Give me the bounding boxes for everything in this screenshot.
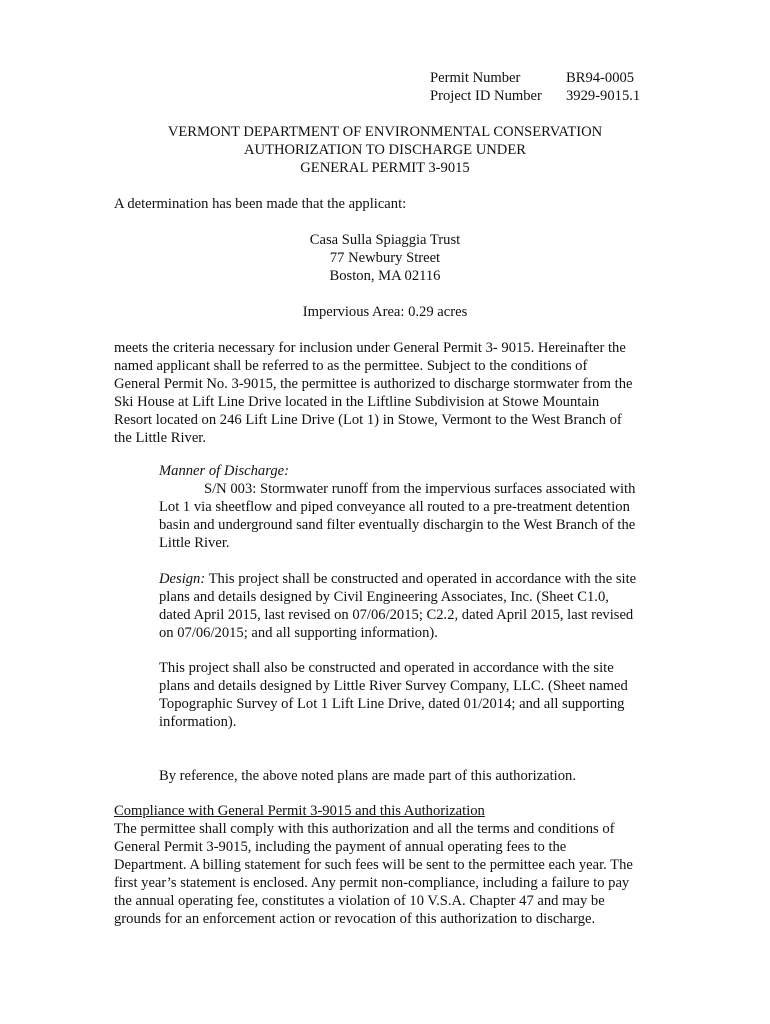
criteria-line: named applicant shall be referred to as the permittee. Subject to the conditions of <box>114 358 588 374</box>
project-id-label: Project ID Number <box>430 88 542 104</box>
compliance-line: The permittee shall comply with this authorization and all the terms and conditions of <box>114 821 615 837</box>
title-line-1: VERMONT DEPARTMENT OF ENVIRONMENTAL CONSERVATION <box>167 124 603 140</box>
project-id-row <box>430 87 640 105</box>
criteria-line: Resort located on 246 Lift Line Drive (Lot 1) in Stowe, Vermont to the West Branch of <box>114 412 622 428</box>
compliance-line: first year’s statement is enclosed. Any permit non-compliance, including a failure to pay <box>114 875 630 891</box>
compliance-line: grounds for an enforcement action or revocation of this authorization to discharge. <box>114 911 596 927</box>
determination-text: A determination has been made that the applicant: <box>114 196 407 212</box>
permit-header <box>430 69 640 105</box>
also-line: information). <box>159 714 237 730</box>
manner-of-discharge <box>159 462 659 552</box>
title-line-2: AUTHORIZATION TO DISCHARGE UNDER <box>243 142 526 158</box>
reference-text: By reference, the above noted plans are made part of this authorization. <box>159 768 576 784</box>
compliance-line: General Permit 3-9015, including the payment of annual operating fees to the <box>114 839 567 855</box>
design-line: on 07/06/2015; and all supporting information). <box>159 625 438 641</box>
manner-line: basin and underground sand filter eventually dischargin to the West Branch of the <box>159 517 636 533</box>
criteria-line: General Permit No. 3-9015, the permittee is authorized to discharge stormwater from the <box>114 376 633 392</box>
manner-first-line: S/N 003: Stormwater runoff from the impervious surfaces associated with <box>204 481 636 497</box>
criteria-paragraph <box>114 339 659 447</box>
compliance-line: Department. A billing statement for such fees will be sent to the permittee each year. The <box>114 857 633 873</box>
design-line: plans and details designed by Civil Engineering Associates, Inc. (Sheet C1.0, <box>159 589 609 605</box>
applicant-address <box>0 231 770 285</box>
design-first-line-text: This project shall be constructed and operated in accordance with the site <box>205 571 637 587</box>
title-line-3: GENERAL PERMIT 3-9015 <box>300 160 470 176</box>
manner-heading: Manner of Discharge: <box>159 463 289 479</box>
permit-number-label: Permit Number <box>430 70 521 86</box>
impervious-area <box>0 303 770 321</box>
also-line: plans and details designed by Little River Survey Company, LLC. (Sheet named <box>159 678 628 694</box>
manner-line: Little River. <box>159 535 230 551</box>
permit-number-row <box>430 69 640 87</box>
compliance-line: the annual operating fee, constitutes a violation of 10 V.S.A. Chapter 47 and may be <box>114 893 605 909</box>
criteria-line: meets the criteria necessary for inclusion under General Permit 3- 9015. Hereinafter the <box>114 340 626 356</box>
also-line: This project shall also be constructed and operated in accordance with the site <box>159 660 614 676</box>
impervious-area-text: Impervious Area: 0.29 acres <box>302 304 468 320</box>
manner-line: Lot 1 via sheetflow and piped conveyance all routed to a pre-treatment detention <box>159 499 630 515</box>
criteria-line: Ski House at Lift Line Drive located in the Liftline Subdivision at Stowe Mountain <box>114 394 600 410</box>
project-id-value: 3929-9015.1 <box>566 88 641 104</box>
design-paragraph <box>159 570 659 642</box>
permit-number-value: BR94-0005 <box>566 70 635 86</box>
compliance-heading: Compliance with General Permit 3-9015 and this Authorization <box>114 803 485 819</box>
compliance-section <box>114 802 659 928</box>
applicant-street: 77 Newbury Street <box>329 250 441 266</box>
applicant-name: Casa Sulla Spiaggia Trust <box>309 232 461 248</box>
design-heading: Design: <box>159 571 206 587</box>
design-line: dated April 2015, last revised on 07/06/2015; C2.2, dated April 2015, last revised <box>159 607 634 623</box>
also-paragraph <box>159 659 659 731</box>
document-title <box>0 123 770 177</box>
applicant-city: Boston, MA 02116 <box>329 268 441 284</box>
criteria-line: the Little River. <box>114 430 207 446</box>
also-line: Topographic Survey of Lot 1 Lift Line Drive, dated 01/2014; and all supporting <box>159 696 625 712</box>
design-first-line <box>159 570 659 588</box>
